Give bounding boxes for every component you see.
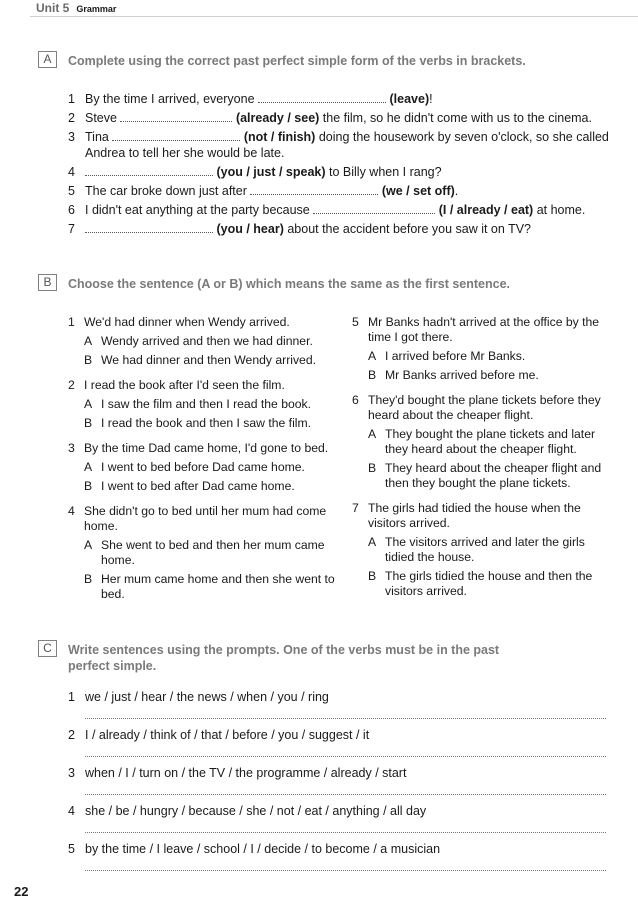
c-prompt-text: by the time / I leave / school / I / decide / to become / a musician	[85, 842, 441, 856]
b-question-text: Mr Banks hadn't arrived at the office by the time I got there.	[368, 315, 600, 344]
b-question-number: 5	[352, 315, 359, 329]
option-text: The visitors arrived and later the girls tidied the house.	[385, 535, 585, 564]
b-question-7	[352, 501, 608, 531]
a-item-text: the film, so he didn't come with us to the cinema.	[319, 111, 592, 125]
option-text: I saw the film and then I read the book.	[101, 397, 312, 411]
b-question-6	[352, 393, 608, 423]
option-letter: B	[84, 416, 93, 430]
a-item-number: 3	[68, 130, 75, 144]
b-question-text: We'd had dinner when Wendy arrived.	[84, 315, 290, 329]
b-question-number: 6	[352, 393, 359, 407]
a-item-number: 2	[68, 111, 75, 125]
answer-blank[interactable]	[120, 111, 232, 122]
a-item-2	[85, 110, 592, 126]
verb-prompt: (you / just / speak)	[216, 165, 326, 179]
section-b-title: Choose the sentence (A or B) which means the same as the first sentence.	[68, 277, 511, 291]
c-prompt-text: when / I / turn on / the TV / the programme / already / start	[85, 766, 407, 780]
c-prompt-text: I / already / think of / that / before / you / suggest / it	[85, 728, 370, 742]
section-b-letter: B	[38, 274, 57, 291]
option-text: We had dinner and then Wendy arrived.	[101, 353, 316, 367]
option-text: Wendy arrived and then we had dinner.	[101, 334, 313, 348]
option-letter: A	[84, 397, 93, 411]
verb-prompt: (not / finish)	[243, 130, 316, 144]
a-item-number: 5	[68, 184, 75, 198]
option-text: She went to bed and then her mum came home.	[101, 538, 325, 567]
b-question-text: She didn't go to bed until her mum had come home.	[84, 504, 327, 533]
option-text: I read the book and then I saw the film.	[101, 416, 312, 430]
a-item-text: to Billy when I rang?	[325, 165, 442, 179]
b-option-b[interactable]	[352, 569, 608, 599]
c-prompt-number: 1	[68, 690, 75, 704]
b-question-number: 3	[68, 441, 75, 455]
a-item-number: 7	[68, 222, 75, 236]
a-item-text: I didn't eat anything at the party because	[85, 203, 310, 217]
answer-line[interactable]	[85, 832, 606, 833]
answer-blank[interactable]	[85, 165, 213, 176]
option-letter: B	[84, 572, 93, 586]
a-item-number: 6	[68, 203, 75, 217]
option-text: Her mum came home and then she went to bed.	[101, 572, 335, 601]
answer-blank[interactable]	[313, 203, 435, 214]
b-option-a[interactable]	[352, 535, 608, 565]
section-a-title: Complete using the correct past perfect simple form of the verbs in brackets.	[68, 54, 526, 68]
option-letter: A	[84, 538, 93, 552]
option-letter: B	[84, 479, 93, 493]
option-letter: A	[368, 535, 377, 549]
b-question-4	[68, 504, 340, 534]
b-question-text: By the time Dad came home, I'd gone to bed.	[84, 441, 329, 455]
answer-line[interactable]	[85, 794, 606, 795]
b-option-a[interactable]	[352, 427, 608, 457]
a-item-text: Tina	[85, 130, 109, 144]
section-a-letter: A	[38, 51, 57, 68]
b-question-1	[68, 315, 340, 330]
option-letter: A	[84, 460, 93, 474]
b-option-b[interactable]	[352, 368, 608, 383]
a-item-text: By the time I arrived, everyone	[85, 92, 255, 106]
option-letter: A	[368, 427, 377, 441]
answer-blank[interactable]	[250, 184, 378, 195]
b-question-text: The girls had tidied the house when the visitors arrived.	[368, 501, 581, 530]
verb-prompt: (we / set off)	[381, 184, 455, 198]
b-option-a[interactable]	[352, 349, 608, 364]
option-letter: B	[368, 569, 377, 583]
c-prompt-text: she / be / hungry / because / she / not / eat / anything / all day	[85, 804, 427, 818]
a-item-7	[85, 221, 531, 237]
a-item-text: Steve	[85, 111, 117, 125]
b-option-a[interactable]	[68, 334, 340, 349]
b-option-a[interactable]	[68, 538, 340, 568]
a-item-text: at home.	[533, 203, 586, 217]
option-text: The girls tidied the house and then the visitors arrived.	[385, 569, 593, 598]
page-number: 22	[14, 884, 29, 899]
b-option-b[interactable]	[68, 479, 340, 494]
section-b-right-column	[352, 315, 608, 599]
a-item-5	[85, 183, 458, 199]
a-item-1	[85, 91, 433, 107]
section-b-left-column	[68, 315, 340, 602]
option-text: They heard about the cheaper flight and then they bought the plane tickets.	[385, 461, 602, 490]
answer-line[interactable]	[85, 870, 606, 871]
a-item-3	[85, 129, 609, 145]
verb-prompt: (I / already / eat)	[438, 203, 534, 217]
option-text: They bought the plane tickets and later they heard about the cheaper flight.	[385, 427, 596, 456]
a-item-text: doing the housework by seven o'clock, so she called	[315, 130, 609, 144]
b-question-3	[68, 441, 340, 456]
b-option-b[interactable]	[68, 353, 340, 368]
answer-blank[interactable]	[258, 92, 386, 103]
b-question-number: 4	[68, 504, 75, 518]
a-item-number: 1	[68, 92, 75, 106]
option-text: I went to bed after Dad came home.	[101, 479, 295, 493]
answer-line[interactable]	[85, 756, 606, 757]
a-item-text: .	[454, 184, 459, 198]
option-letter: A	[84, 334, 93, 348]
unit-header	[36, 1, 116, 15]
b-option-b[interactable]	[352, 461, 608, 491]
option-text: I arrived before Mr Banks.	[385, 349, 526, 363]
option-letter: B	[84, 353, 93, 367]
a-item-4	[85, 164, 442, 180]
c-prompt-number: 5	[68, 842, 75, 856]
option-letter: A	[368, 349, 377, 363]
a-item-text: The car broke down just after	[85, 184, 247, 198]
answer-blank[interactable]	[85, 222, 213, 233]
b-question-text: I read the book after I'd seen the film.	[84, 378, 285, 392]
c-prompt-text: we / just / hear / the news / when / you / ring	[85, 690, 329, 704]
b-question-number: 2	[68, 378, 75, 392]
b-option-a[interactable]	[68, 460, 340, 475]
option-letter: B	[368, 461, 377, 475]
answer-line[interactable]	[85, 718, 606, 719]
section-c-title-line-2: perfect simple.	[68, 659, 157, 673]
verb-prompt: (leave)	[389, 92, 430, 106]
a-item-text: about the accident before you saw it on TV?	[283, 222, 532, 236]
answer-blank[interactable]	[112, 130, 240, 141]
c-prompt-number: 4	[68, 804, 75, 818]
b-question-2	[68, 378, 340, 393]
unit-label: Unit 5	[36, 1, 70, 15]
b-question-text: They'd bought the plane tickets before they heard about the cheaper flight.	[368, 393, 601, 422]
verb-prompt: (already / see)	[235, 111, 320, 125]
b-option-a[interactable]	[68, 397, 340, 412]
b-option-b[interactable]	[68, 572, 340, 602]
verb-prompt: (you / hear)	[216, 222, 284, 236]
c-prompt-number: 3	[68, 766, 75, 780]
section-label: Grammar	[76, 4, 117, 14]
b-option-b[interactable]	[68, 416, 340, 431]
option-text: Mr Banks arrived before me.	[385, 368, 539, 382]
c-prompt-number: 2	[68, 728, 75, 742]
b-question-number: 1	[68, 315, 75, 329]
section-c-title-line-1: Write sentences using the prompts. One of the verbs must be in the past	[68, 643, 500, 657]
a-item-6	[85, 202, 585, 218]
a-item-number: 4	[68, 165, 75, 179]
b-question-number: 7	[352, 501, 359, 515]
option-letter: B	[368, 368, 377, 382]
b-question-5	[352, 315, 608, 345]
section-c-letter: C	[38, 640, 57, 657]
a-item-3-continued: Andrea to tell her she would be late.	[85, 146, 285, 160]
a-item-text: !	[429, 92, 433, 106]
header-rule	[30, 16, 638, 17]
option-text: I went to bed before Dad came home.	[101, 460, 305, 474]
